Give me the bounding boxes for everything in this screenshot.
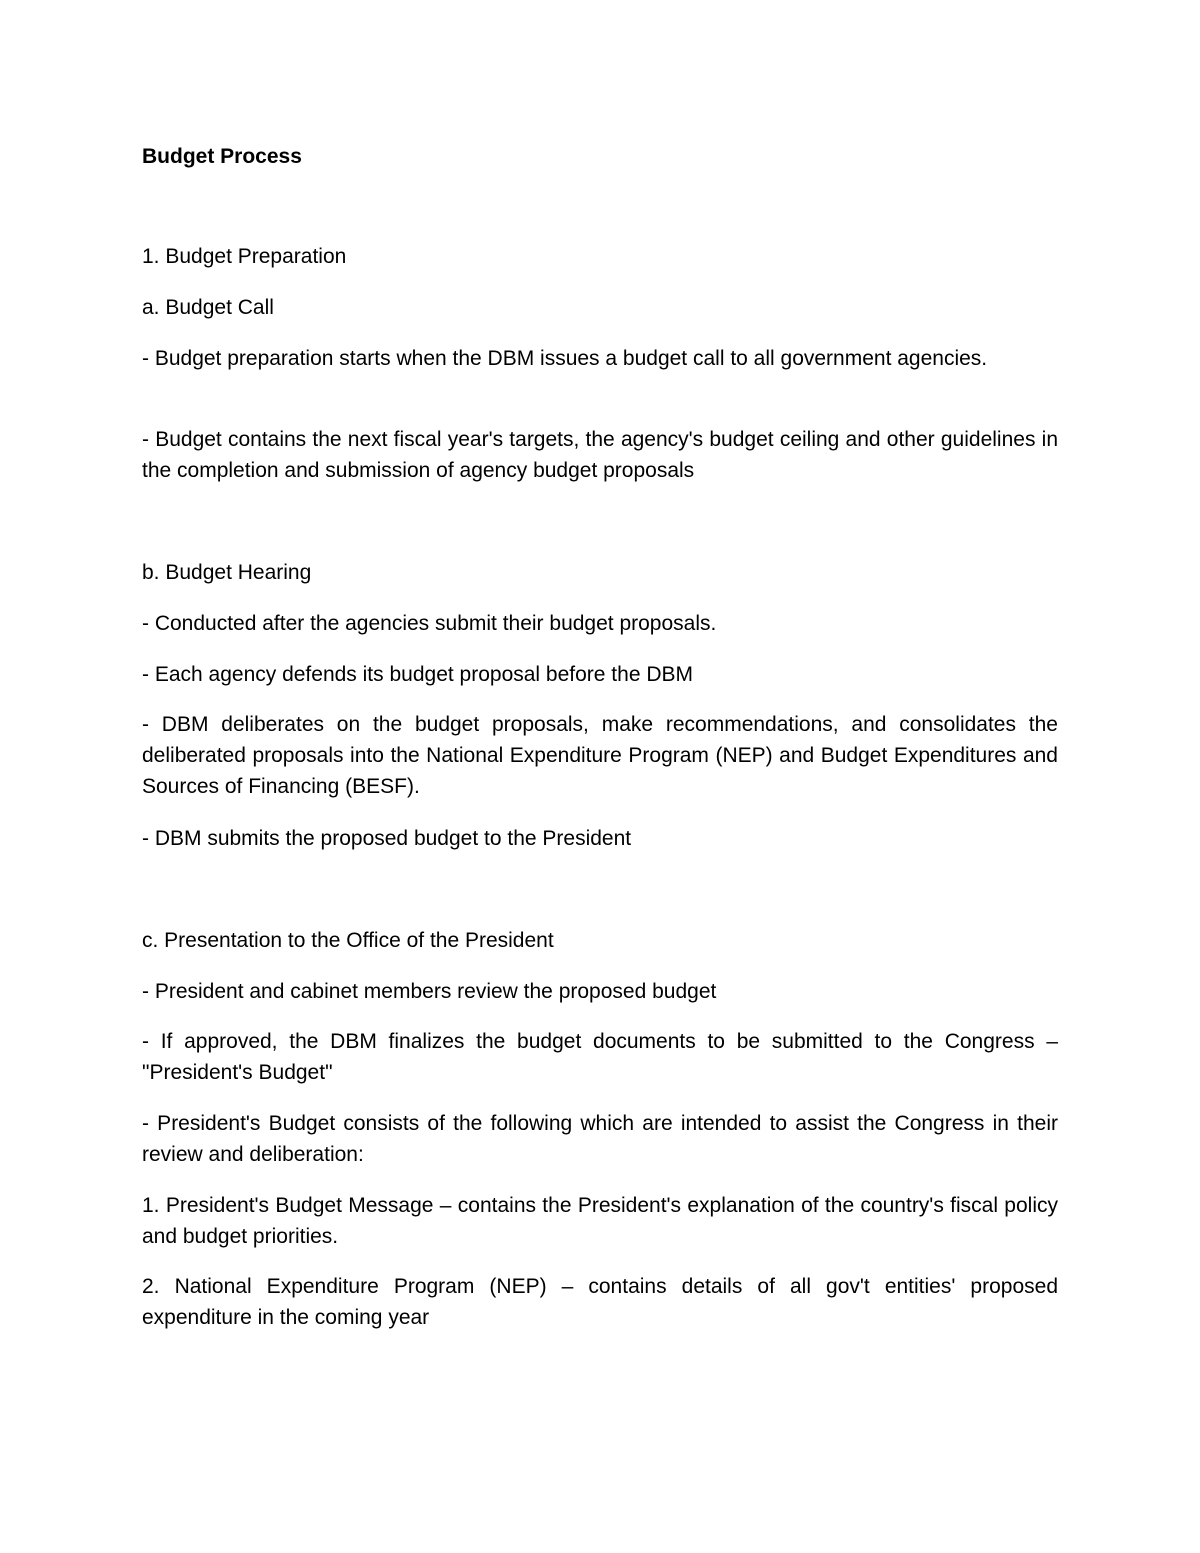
subsection-heading-budget-call: a. Budget Call: [142, 296, 274, 319]
document-title: Budget Process: [142, 145, 302, 168]
section-heading-budget-preparation: 1. Budget Preparation: [142, 245, 347, 268]
paragraph-budget-hearing-4: - DBM submits the proposed budget to the President: [142, 827, 632, 850]
paragraph-budget-hearing-2: - Each agency defends its budget proposal before the DBM: [142, 663, 694, 686]
paragraph-presentation-1: - President and cabinet members review the proposed budget: [142, 980, 717, 1003]
paragraph-presentation-2: - If approved, the DBM finalizes the budget documents to be submitted to the Congress – "President's Budget": [142, 1030, 1058, 1084]
paragraph-budget-call-1: - Budget preparation starts when the DBM issues a budget call to all government agencies.: [142, 347, 988, 370]
paragraph-budget-hearing-3: - DBM deliberates on the budget proposals, make recommendations, and consolidates the deliberated proposals into the National Expenditure Program (NEP) and Budget Expenditures and Sources of Financing (BESF).: [142, 713, 1058, 798]
paragraph-budget-hearing-1: - Conducted after the agencies submit their budget proposals.: [142, 612, 717, 635]
subsection-heading-budget-hearing: b. Budget Hearing: [142, 561, 312, 584]
subsection-heading-presentation: c. Presentation to the Office of the President: [142, 929, 554, 952]
paragraph-presentation-3: - President's Budget consists of the following which are intended to assist the Congress in their review and deliberation:: [142, 1112, 1058, 1166]
numbered-item-presidents-budget-message: 1. President's Budget Message – contains the President's explanation of the country's fiscal policy and budget priorities.: [142, 1194, 1058, 1248]
paragraph-budget-call-2: - Budget contains the next fiscal year's targets, the agency's budget ceiling and other guidelines in the completion and submission of agency budget proposals: [142, 428, 1058, 482]
numbered-item-national-expenditure-program: 2. National Expenditure Program (NEP) – contains details of all gov't entities' proposed expenditure in the coming year: [142, 1275, 1058, 1329]
